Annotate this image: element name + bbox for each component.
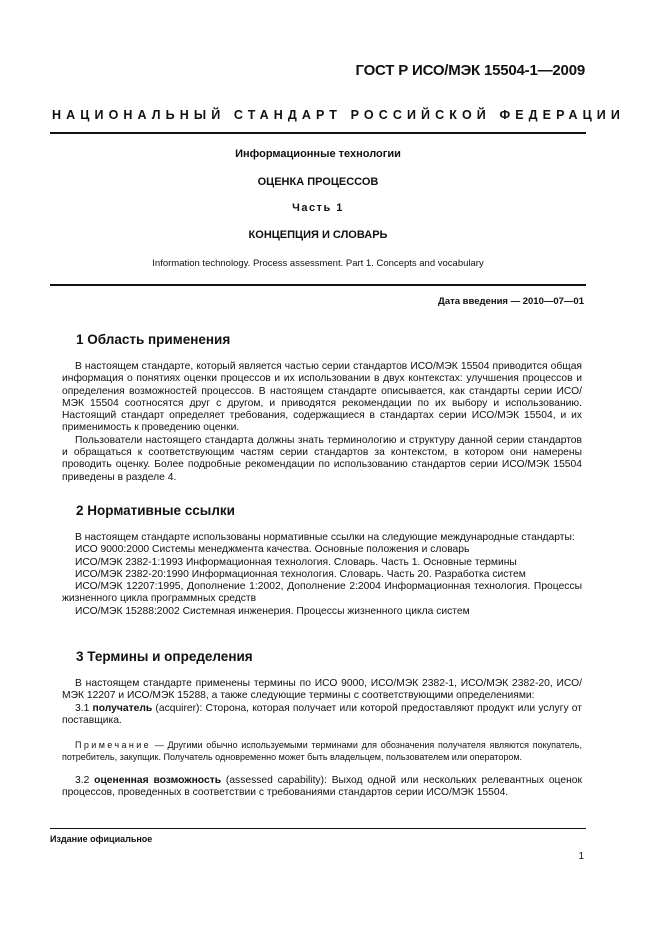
term-3-2-name: оцененная возможность [94, 775, 222, 786]
section-1-heading: 1 Область применения [76, 332, 231, 347]
title-rule [50, 284, 586, 286]
term-3-1 [62, 703, 582, 728]
note-label: Примечание [75, 740, 152, 750]
document-code: ГОСТ Р ИСО/МЭК 15504-1—2009 [355, 62, 585, 79]
section-1-paragraph-1: В настоящем стандарте, который является частью серии стандартов ИСО/МЭК 15504 приводится общая информация о понятиях оценки процессов и их использовании в двух контекстах: улучшения процессов и определения возможностей процессов. В настоящем стандарте описывается, как стандарты серии ИСО/МЭК 15504 соотносятся друг с другом, и приводятся рекомендации по их выбору и использованию. Настоящий стандарт определяет требования, содержащиеся в стандартах серии ИСО/МЭК 15504, и их применимость к проведению оценки. [62, 361, 582, 434]
footer-rule [50, 828, 586, 829]
term-3-1-name: получатель [92, 702, 153, 714]
reference-item: ИСО 9000:2000 Системы менеджмента качества. Основные положения и словарь [75, 544, 470, 556]
title-english: Information technology. Process assessment. Part 1. Concepts and vocabulary [152, 258, 484, 269]
reference-item: ИСО/МЭК 2382-20:1990 Информационная технология. Словарь. Часть 20. Разработка систем [75, 568, 526, 580]
section-1-paragraph-2: Пользователи настоящего стандарта должны знать терминологию и структуру данной серии стандартов и обращаться к соответствующим частям серии стандартов за контекстом, в котором они намерены проводить оценку. Более подробные рекомендации по использованию стандартов серии ИСО/МЭК 15504 приведены в разделе 4. [62, 434, 582, 483]
reference-item: ИСО/МЭК 2382-1:1993 Информационная технология. Словарь. Часть 1. Основные термины [75, 556, 517, 568]
term-3-1-definition: (acquirer): Сторона, которая получает или которой предоставляют продукт или услугу от поставщика. [62, 702, 582, 726]
section-3-heading: 3 Термины и определения [76, 649, 253, 664]
national-standard-banner: НАЦИОНАЛЬНЫЙ СТАНДАРТ РОССИЙСКОЙ ФЕДЕРАЦИИ [52, 108, 625, 122]
section-2-body [62, 532, 582, 618]
title-line-1: Информационные технологии [235, 148, 401, 160]
term-3-1-number: 3.1 [75, 702, 90, 714]
note [62, 740, 582, 763]
edition-label: Издание официальное [50, 834, 153, 844]
term-3-2-block [62, 775, 582, 800]
section-1-body [62, 361, 582, 484]
term-3-2-definition: (assessed capability): Выход одной или нескольких релевантных оценок процессов, проведенных в соответствии с требованиями стандартов серии ИСО/МЭК 15504. [62, 775, 582, 799]
title-line-2: ОЦЕНКА ПРОЦЕССОВ [257, 176, 379, 188]
term-3-2 [62, 775, 582, 800]
reference-item: ИСО/МЭК 12207:1995, Дополнение 1:2002, Дополнение 2:2004 Информационная технология. Процессы жизненного цикла программных средств [62, 581, 582, 605]
note-block [62, 740, 582, 763]
note-text: — Другими обычно используемыми терминами для обозначения получателя являются покупатель, потребитель, закупщик. Получатель одновременно может быть владельцем, пользователем или оператором. [62, 740, 582, 762]
section-3-body [62, 678, 582, 727]
page-number: 1 [578, 851, 584, 862]
introduction-date: Дата введения — 2010—07—01 [438, 296, 584, 307]
top-rule [50, 132, 586, 134]
section-3-intro: В настоящем стандарте применены термины по ИСО 9000, ИСО/МЭК 2382-1, ИСО/МЭК 2382-20, ИСО/МЭК 12207 и ИСО/МЭК 15288, а также следующие термины с соответствующими определениями: [62, 678, 582, 702]
reference-item: ИСО/МЭК 15288:2002 Системная инженерия. Процессы жизненного цикла систем [75, 605, 470, 617]
title-part: Часть 1 [292, 202, 344, 214]
term-3-2-number: 3.2 [75, 775, 90, 786]
section-2-intro: В настоящем стандарте использованы нормативные ссылки на следующие международные стандарты: [75, 532, 575, 543]
title-line-4: КОНЦЕПЦИЯ И СЛОВАРЬ [248, 229, 388, 241]
section-2-heading: 2 Нормативные ссылки [76, 503, 235, 518]
